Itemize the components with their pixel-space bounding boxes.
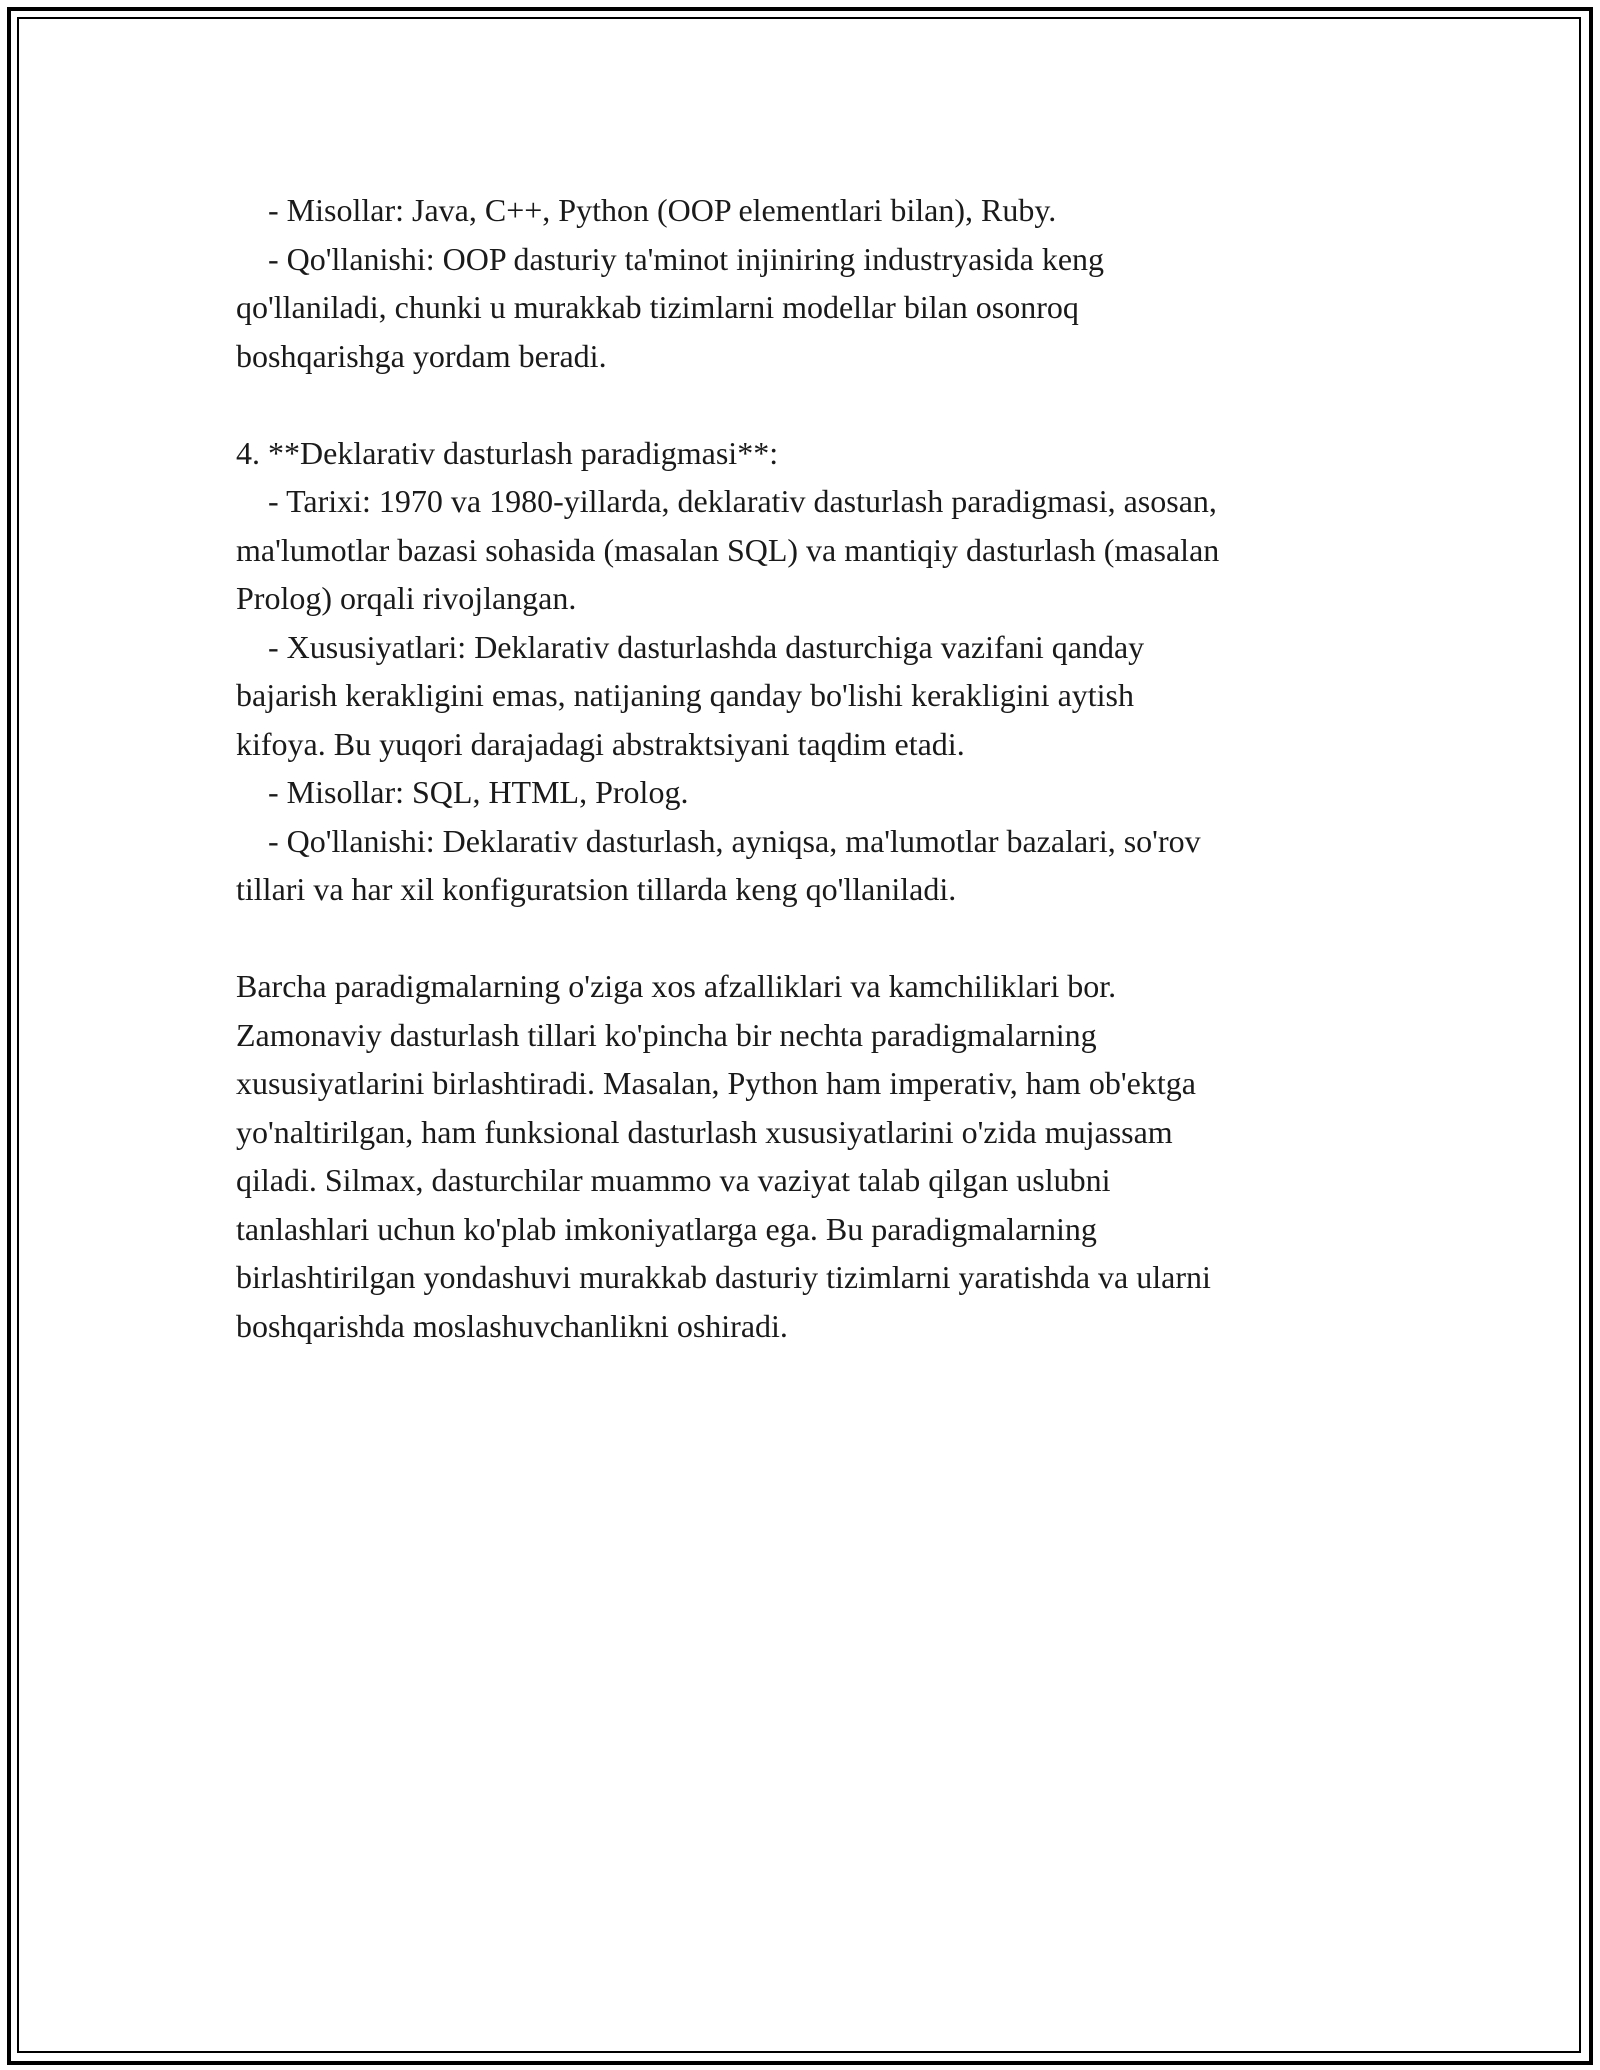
text-line: ma'lumotlar bazasi sohasida (masalan SQL) va mantiqiy dasturlash (masalan [236,531,1220,568]
text-line: - Tarixi: 1970 va 1980-yillarda, deklarativ dasturlash paradigmasi, asosan, [236,483,1217,519]
text-line: - Xususiyatlari: Deklarativ dasturlashda dasturchiga vazifani qanday [236,628,1145,665]
text-line: Prolog) orqali rivojlangan. [236,580,577,616]
document-body [236,186,1376,1350]
text-line: boshqarishda moslashuvchanlikni oshiradi. [236,1307,788,1344]
text-line: Barcha paradigmalarning o'ziga xos afzalliklari va kamchiliklari bor. [236,968,1117,1004]
text-line: bajarish kerakligini emas, natijaning qanday bo'lishi kerakligini aytish [236,677,1134,713]
text-line: - Misollar: Java, C++, Python (OOP elementlari bilan), Ruby. [236,192,1057,228]
text-line: tillari va har xil konfiguratsion tillarda keng qo'llaniladi. [236,871,957,907]
text-line: tanlashlari uchun ko'plab imkoniyatlarga ega. Bu paradigmalarning [236,1210,1097,1247]
text-line: yo'naltirilgan, ham funksional dasturlash xususiyatlarini o'zida mujassam [236,1113,1173,1150]
text-line: Zamonaviy dasturlash tillari ko'pincha bir nechta paradigmalarning [236,1016,1097,1053]
text-line: kifoya. Bu yuqori darajadagi abstraktsiyani taqdim etadi. [236,725,965,762]
text-line: - Misollar: SQL, HTML, Prolog. [236,774,689,810]
paragraph-gap [236,914,1376,963]
paragraph-gap [236,380,1376,429]
text-line: - Qo'llanishi: OOP dasturiy ta'minot injiniring industryasida keng [236,240,1105,277]
section-heading: 4. **Deklarativ dasturlash paradigmasi**: [236,434,779,471]
text-line: birlashtirilgan yondashuvi murakkab dasturiy tizimlarni yaratishda va ularni [236,1259,1211,1295]
text-line: boshqarishga yordam beradi. [236,337,607,374]
text-line: qo'llaniladi, chunki u murakkab tizimlarni modellar bilan osonroq [236,289,1079,325]
text-line: xususiyatlarini birlashtiradi. Masalan, Python ham imperativ, ham ob'ektga [236,1065,1196,1101]
text-line: - Qo'llanishi: Deklarativ dasturlash, ayniqsa, ma'lumotlar bazalari, so'rov [236,822,1201,859]
text-line: qiladi. Silmax, dasturchilar muammo va vaziyat talab qilgan uslubni [236,1162,1111,1198]
